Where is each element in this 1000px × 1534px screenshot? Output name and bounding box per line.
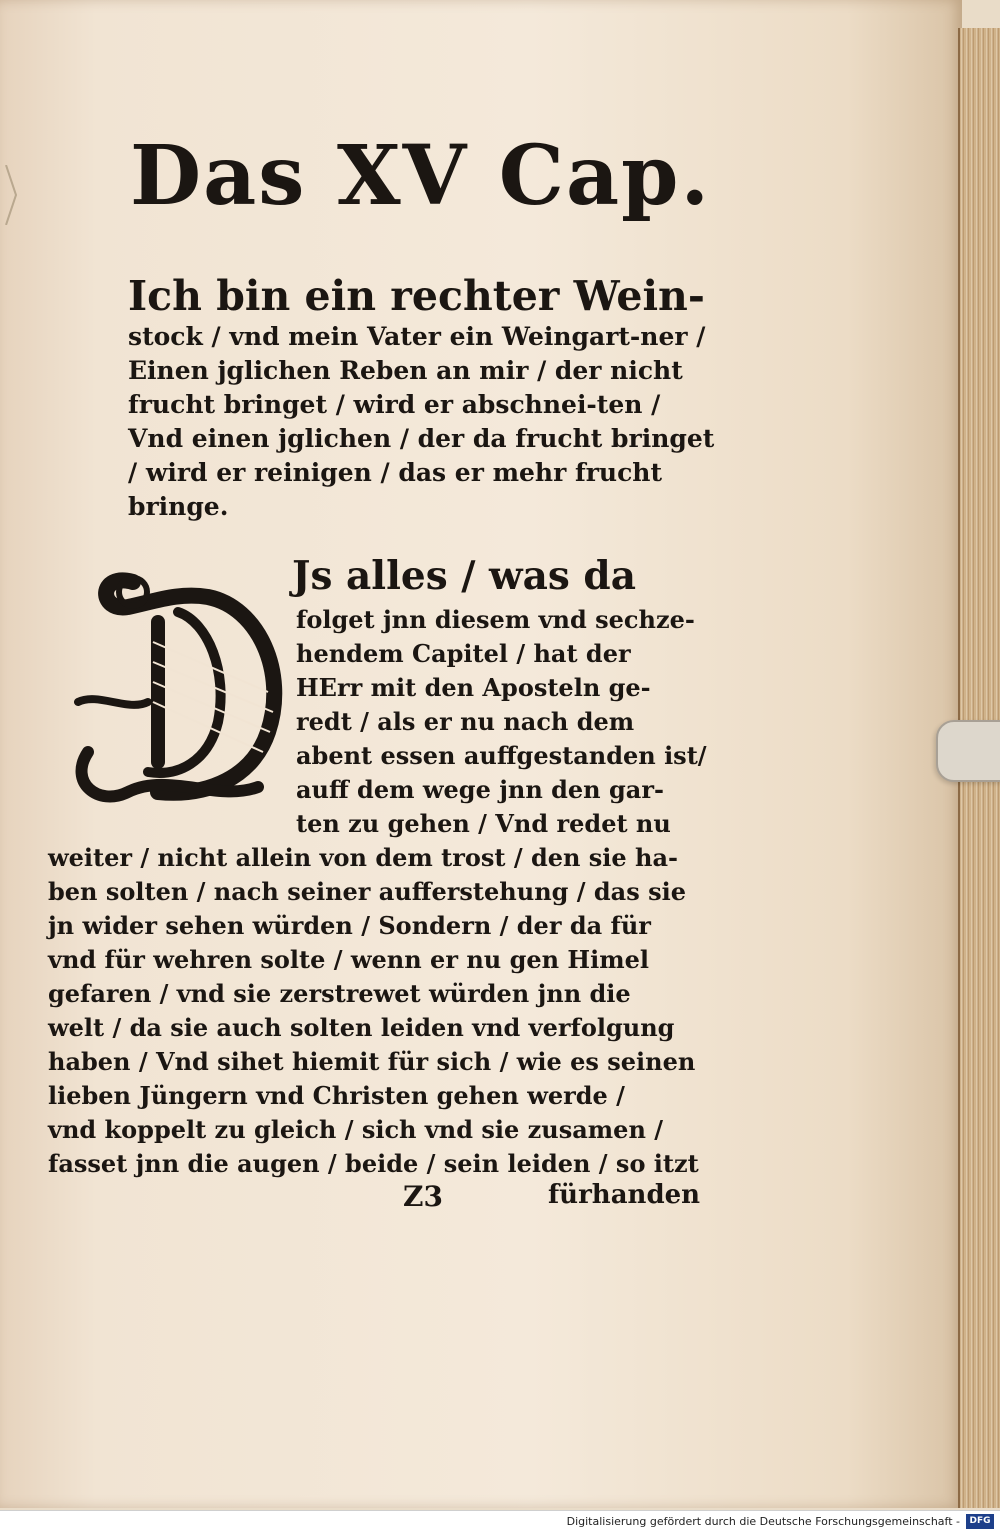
commentary-line: auff dem wege jnn den gar- bbox=[296, 775, 664, 804]
commentary-line: HErr mit den Aposteln ge- bbox=[296, 673, 651, 702]
commentary-line: hendem Capitel / hat der bbox=[296, 639, 631, 668]
margin-mark bbox=[4, 165, 18, 225]
commentary-line: ten zu gehen / Vnd redet nu bbox=[296, 809, 671, 838]
commentary-line: redt / als er nu nach dem bbox=[296, 707, 635, 736]
commentary-line: jn wider sehen würden / Sondern / der da für bbox=[48, 911, 651, 940]
initial-letter-text: D bbox=[176, 728, 180, 733]
catchword: fürhanden bbox=[548, 1180, 701, 1210]
commentary-line: weiter / nicht allein von dem trost / den sie ha- bbox=[48, 843, 679, 872]
dfg-logo: DFG bbox=[966, 1514, 994, 1529]
commentary-line: lieben Jüngern vnd Christen gehen werde / bbox=[48, 1081, 625, 1110]
commentary-line: fasset jnn die augen / beide / sein leiden / so itzt bbox=[48, 1149, 699, 1178]
signature-mark: Z3 bbox=[403, 1180, 443, 1213]
commentary-line: haben / Vnd sihet hiemit für sich / wie es seinen bbox=[48, 1047, 696, 1076]
footer-credit: Digitalisierung gefördert durch die Deutsche Forschungsgemeinschaft - bbox=[566, 1515, 960, 1528]
commentary-line: gefaren / vnd sie zerstrewet würden jnn die bbox=[48, 979, 631, 1008]
footer-bar bbox=[0, 1510, 1000, 1534]
decorated-initial-d bbox=[58, 552, 298, 814]
verse-lead-line: Ich bin ein rechter Wein- bbox=[128, 272, 705, 320]
bookmark-tab bbox=[936, 720, 1000, 782]
commentary-line: abent essen auffgestanden ist/ bbox=[296, 741, 707, 770]
commentary-line: vnd für wehren solte / wenn er nu gen Himel bbox=[48, 945, 650, 974]
verse-text bbox=[128, 272, 718, 524]
commentary-first-line: Js alles / was da bbox=[292, 553, 636, 599]
verse-body: stock / vnd mein Vater ein Weingart-ner / Einen jglichen Reben an mir / der nicht frucht bringet / wird er abschnei-ten / Vnd einen jglichen / der da frucht bringet / wird er reinigen / das er mehr frucht bringe. bbox=[128, 322, 715, 521]
commentary-line: folget jnn diesem vnd sechze- bbox=[296, 605, 695, 634]
decorated-initial-graphic bbox=[58, 552, 298, 814]
commentary-line: vnd koppelt zu gleich / sich vnd sie zusamen / bbox=[48, 1115, 664, 1144]
chapter-title: Das XV Cap. bbox=[130, 128, 712, 224]
commentary-line: ben solten / nach seiner aufferstehung / das sie bbox=[48, 877, 686, 906]
commentary-line: welt / da sie auch solten leiden vnd verfolgung bbox=[48, 1013, 675, 1042]
